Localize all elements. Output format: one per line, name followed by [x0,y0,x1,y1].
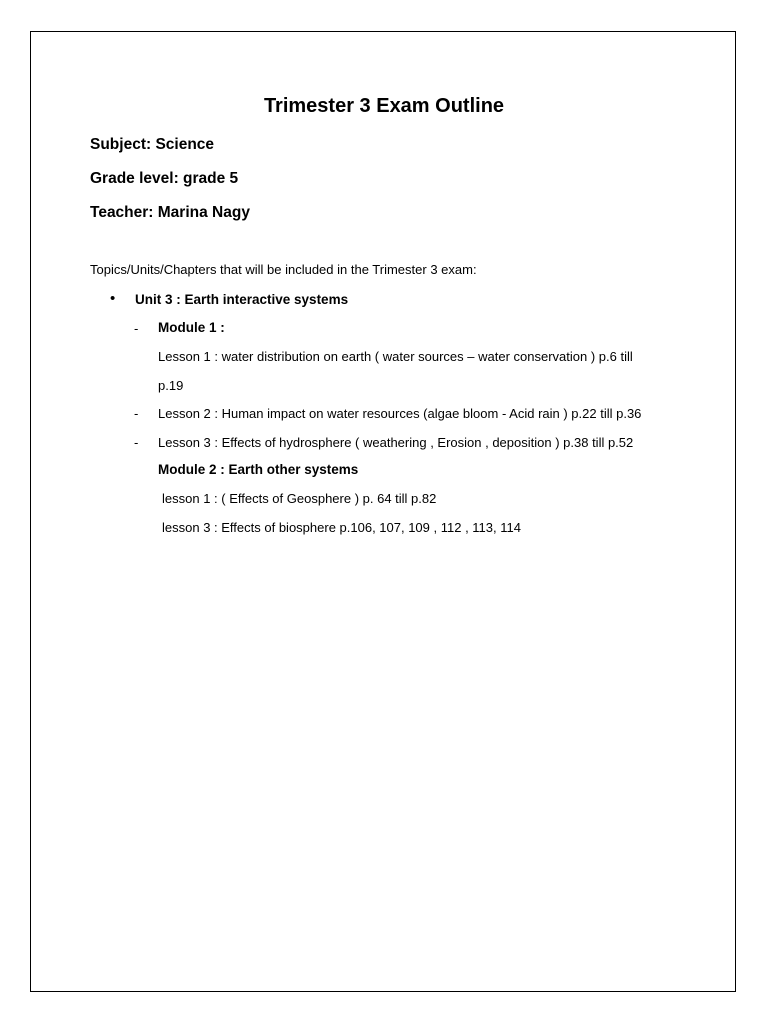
module1-lesson3: Lesson 3 : Effects of hydrosphere ( weathering , Erosion , deposition ) p.38 till p.52 [158,435,634,450]
teacher-line: Teacher: Marina Nagy [90,204,250,221]
module2-title: Module 2 : Earth other systems [158,462,359,477]
unit-bullet: • [110,290,116,307]
unit-title: Unit 3 : Earth interactive systems [135,292,349,307]
topics-intro: Topics/Units/Chapters that will be included in the Trimester 3 exam: [90,262,477,277]
module2-lesson1: lesson 1 : ( Effects of Geosphere ) p. 64 till p.82 [162,491,437,506]
module2-lesson3: lesson 3 : Effects of biosphere p.106, 107, 109 , 112 , 113, 114 [162,520,521,535]
module1-title: Module 1 : [158,320,225,335]
module1-lesson2: Lesson 2 : Human impact on water resources (algae bloom - Acid rain ) p.22 till p.36 [158,406,642,421]
module1-lesson1-line1: Lesson 1 : water distribution on earth ( water sources – water conservation ) p.6 till [158,349,633,364]
module1-lesson2-dash: - [134,406,139,421]
module1-dash: - [134,321,139,336]
module1-lesson1-line2: p.19 [158,378,184,393]
module1-lesson3-dash: - [134,435,139,450]
grade-level-line: Grade level: grade 5 [90,170,239,187]
document-title: Trimester 3 Exam Outline [263,95,505,117]
subject-line: Subject: Science [90,136,215,153]
